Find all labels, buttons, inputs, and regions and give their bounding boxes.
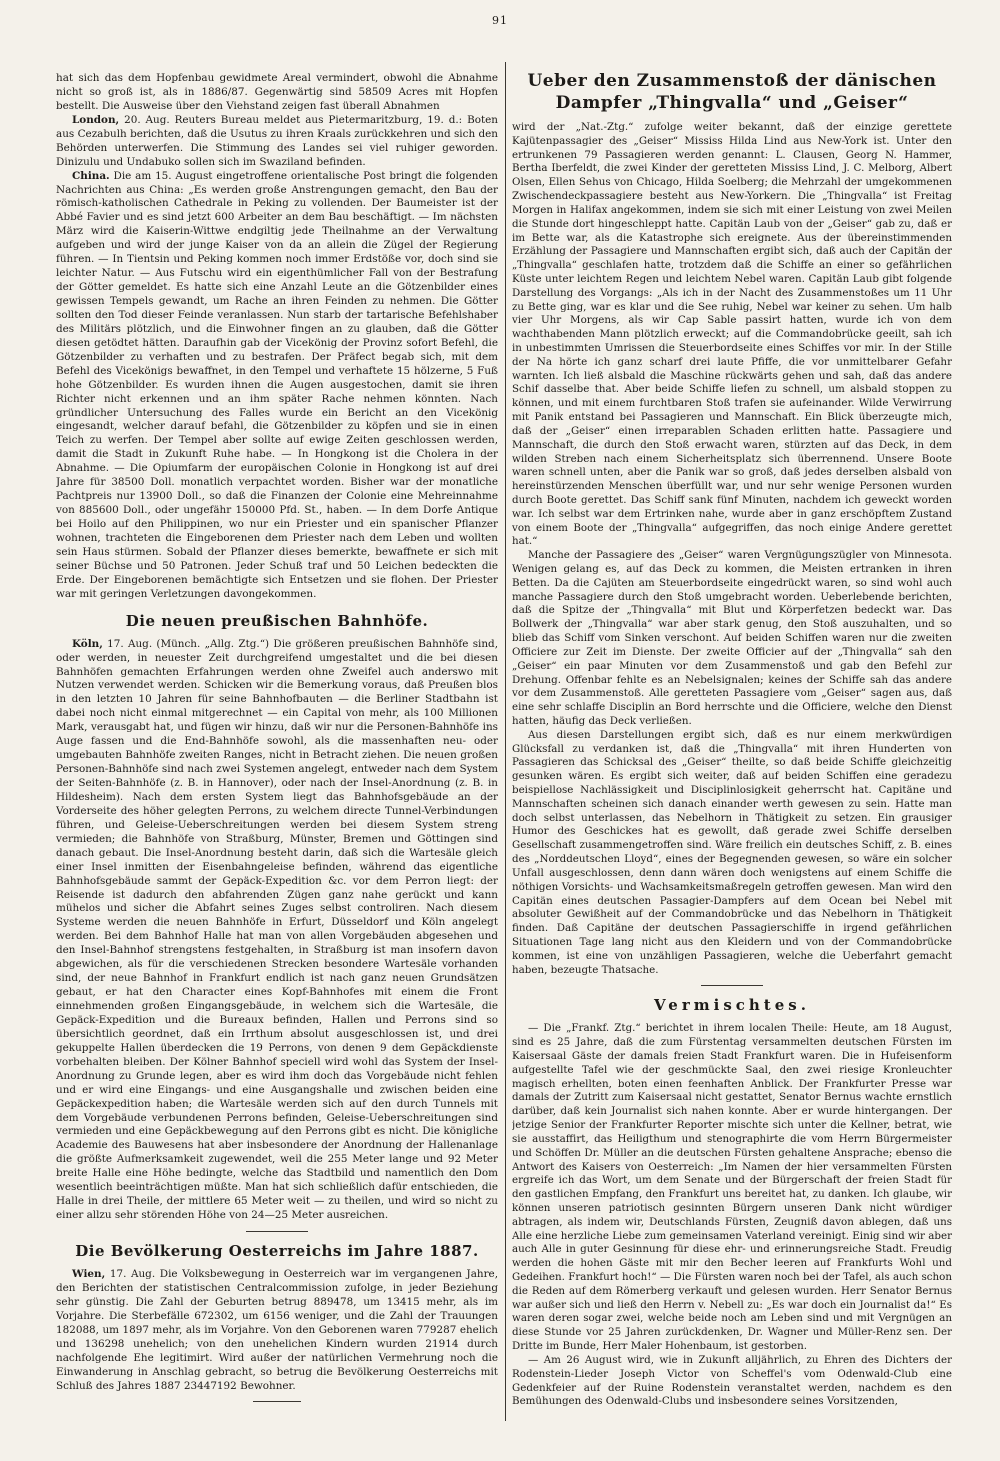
article-paragraph: wird der „Nat.-Ztg.“ zufolge weiter bekannt, daß der einzige gerettete Kajütenpassagier des „Geiser“ Mississ Hilda Lind aus New-York ist. Unter den ertrunkenen 79 Passagieren werden genannt: L. Clausen, Georg N. Hammer, Bertha Iberfeldt, die zwei Kinder der geretteten Mississ Lind, J. C. Melborg, Albert Olsen, Ellen Sehus von Chicago, Hilda Soelberg; die Mehrzahl der umgekommenen Zwischendeckpassagiere besteht aus New-Yorkern. Die „Thingvalla“ ist Freitag Morgen in Halifax angekommen, indem sie sich mit einer Leistung von zwei Meilen die Stunde dort hingeschleppt hatte. Capitän Laub von der „Geiser“ gab zu, daß er im Bette war, als die Katastrophe sich ereignete. Aus der übereinstimmenden Erzählung der Passagiere und Mannschaften ergibt sich, daß auch der Capitän der „Thingvalla“ geschlafen hatte, trotzdem daß die Schiffe an einer so gefährlichen Küste unter leichtem Regen und leichtem Nebel waren. Capitän Laub gibt folgende Darstellung des Vorgangs: „Als ich in der Nacht des Zusammenstoßes um 11 Uhr zu Bette ging, war es klar und die See ruhig, Nebel war keiner zu sehen. Um halb vier Uhr Morgens, als wir Cap Sable passirt hatten, wurde ich von dem wachthabenden Mann plötzlich erweckt; auf die Commandobrücke geeilt, sah ich in unbestimmten Umrissen die Steuerbordseite eines Schiffes vor mir. In der Stille der Na hörte ich ganz scharf drei laute Pfiffe, die vor unmittelbarer Gefahr warnten. Ich ließ alsbald die Maschine rückwärts gehen und sah, daß das andere Schif dasselbe that. Aber beide Schiffe liefen zu schnell, um alsbald stoppen zu können, und mit einem furchtbaren Stoß trafen sie aufeinander. Wilde Verwirrung mit Panik entstand bei Passagieren und Mannschaft. Ein Blick überzeugte mich, daß der „Geiser“ einen irreparablen Schaden erlitten hatte. Passagiere und Mannschaft, die durch den Stoß erwacht waren, stürzten auf das Deck, in dem wilden Streben nach einem Sicherheitsplatz sich überrennend. Unsere Boote waren schnell unten, aber die Panik war so groß, daß jedes derselben alsbald von hereinstürzenden Menschen überfüllt war, und nur sehr wenige Personen wurden durch Boote gerettet. Das Schiff sank fünf Minuten, nachdem ich geweckt worden war. Ich selbst war dem Ertrinken nahe, wurde aber in ganz erschöpftem Zustand von einem Boote der „Thingvalla“ aufgegriffen, das noch einige Andere gerettet hat.“ [512,121,952,548]
left-column [56,72,498,1421]
article-paragraph: Manche der Passagiere des „Geiser“ waren Vergnügungszügler von Minnesota. Wenigen gelang es, auf das Deck zu kommen, die Meisten ertranken in ihren Betten. Da die Cajüten am Steuerbordseite eingedrückt waren, so sind wohl auch manche Passagiere durch den Stoß umgebracht worden. Ueberlebende berichten, daß die Spitze der „Thingvalla“ mit Blut und Körperfetzen bedeckt war. Das Bollwerk der „Thingvalla“ war aber stark genug, den Stoß auszuhalten, und so blieb das Schiff vom Sinken verschont. Auf beiden Schiffen waren nur die zweiten Officiere zur Zeit im Dienste. Der zweite Officier auf der „Thingvalla“ sah den „Geiser“ ein paar Minuten vor dem Zusammenstoß und gab den Befehl zur Drehung. Offenbar fehlte es an Nebelsignalen; keines der Schiffe sah das andere vor dem Zusammenstoß. Alle geretteten Passagiere vom „Geiser“ sagen aus, daß eine sehr schlaffe Disciplin an Bord herrschte und die Officiere, welche den Dienst hatten, häufig das Deck verließen. [512,549,952,727]
article-paragraph [56,1268,498,1393]
article-paragraph: Aus diesen Darstellungen ergibt sich, daß es nur einem merkwürdigen Glücksfall zu verdanken ist, daß die „Thingvalla“ mit ihren Hunderten von Passagieren das Schicksal des „Geiser“ theilte, so daß beide Schiffe gleichzeitig gesunken wären. Es ergibt sich weiter, daß auf beiden Schiffen eine geradezu beispiellose Nachlässigkeit und Disciplinlosigkeit geherrscht hat. Capitäne und Mannschaften scheinen sich danach einander werth gewesen zu sein. Hatte man doch selbst unterlassen, das Nebelhorn in Thätigkeit zu setzen. Ein grausiger Humor des Geschickes hat es gewollt, daß gerade zwei Schiffe derselben Gesellschaft zusammengetroffen sind. Wäre freilich ein deutsches Schiff, z. B. eines des „Norddeutschen Lloyd“, eines der Begegnenden gewesen, so wäre ein solcher Unfall ausgeschlossen, denn dann wären doch wenigstens auf einem Schiffe die nöthigen Vorsichts- und Wachsamkeitsmaßregeln getroffen gewesen. Man wird den Capitän eines deutschen Passagier-Dampfers auf dem Ocean bei Nebel mit absoluter Gewißheit auf der Commandobrücke und das Nebelhorn in Thätigkeit finden. Daß Capitäne der deutschen Passagierschiffe in irgend gefährlichen Situationen Tage lang nicht aus den Kleidern und von der Commandobrücke kommen, ist eine von unzähligen Passagieren, welche die Ueberfahrt gemacht haben, bezeugte Thatsache. [512,728,952,976]
dateline: China. [72,169,110,182]
section-heading: Die neuen preußischen Bahnhöfe. [125,611,429,630]
article-paragraph [56,170,498,602]
section-heading: Die Bevölkerung Oesterreichs im Jahre 1887. [75,1242,479,1260]
article-paragraph [56,638,498,1223]
article-paragraph [56,114,498,170]
column-divider [505,62,506,1421]
section-heading: Vermischtes. [654,996,810,1015]
article-paragraph: hat sich das dem Hopfenbau gewidmete Areal vermindert, obwohl die Abnahme nicht so groß ist, als in 1886/87. Gegenwärtig sind 58509 Acres mit Hopfen bestellt. Die Ausweise über den Viehstand zeigen fast überall Abnahmen [56,72,498,112]
article-paragraph: — Die „Frankf. Ztg.“ berichtet in ihrem localen Theile: Heute, am 18 August, sind es 25 Jahre, daß die zum Fürstentag versammelten deutschen Fürsten im Kaisersaal Gäste der damals freien Stadt Frankfurt waren. Die in Hufeisenform aufgestellte Tafel wie der geschmückte Saal, den zwei riesige Kronleuchter magisch erhellten, boten einen feenhaften Anblick. Der Frankfurter Presse war damals der Zutritt zum Kaisersaal nicht gestattet, Senator Bernus wachte ernstlich darüber, daß kein Journalist sich nahen konnte. Aber er wurde hintergangen. Der jetzige Senior der Frankfurter Reporter mischte sich unter die Kellner, betrat, wie sie ausstaffirt, das Heiligthum und stenographirte die vom Herrn Bürgermeister und Schöffen Dr. Müller an die deutschen Fürsten gehaltene Ansprache; ebenso die Antwort des Kaisers von Oesterreich: „Im Namen der hier versammelten Fürsten ergreife ich das Wort, um dem Senate und der Bürgerschaft der freien Stadt für den gastlichen Empfang, den Frankfurt uns bereitet hat, zu danken. Ich glaube, wir können unseren patriotisch gesinnten Bürgern unseren Dank nicht würdiger abtragen, als indem wir, Deutschlands Fürsten, Zeugniß davon ablegen, daß uns Alle eine herzliche Liebe zum gemeinsamen Vaterland vereinigt. Einig sind wir aber auch Alle in guter Gesinnung für diese ehr- und erinnerungsreiche Stadt. Freudig werden die hohen Gäste mit mir den Becher leeren auf Frankfurts Wohl und Gedeihen. Frankfurt hoch!“ — Die Fürsten waren noch bei der Tafel, als auch schon die Reden auf dem Römerberg verkauft und gelesen wurden. Herr Senator Bernus war außer sich und ließ den Herrn v. Nebell zu: „Es war doch ein Journalist da!“ Es waren deren sogar zwei, welche beide noch am Leben sind und mit Vergnügen an diese Stunde vor 25 Jahren zurückdenken, Dr. Wagner und Müller-Renz sen. Der Dritte im Bunde, Herr Maler Hohenbaum, ist gestorben. [512,1022,952,1353]
separator-rule [246,1231,308,1232]
dateline: Köln, [72,637,103,650]
right-column [512,70,952,1421]
dateline: Wien, [72,1268,106,1280]
article-paragraph: — Am 26 August wird, wie in Zukunft alljährlich, zu Ehren des Dichters der Rodenstein-Lieder Joseph Victor von Scheffel's vom Odenwald-Club eine Gedenkfeier auf der Ruine Rodenstein veranstaltet werden, nachdem es den Bemühungen des Odenwald-Clubs und insbesondere seines Vorsitzenden, [512,1353,952,1408]
paragraph-text: 17. Aug. Die Volksbewegung in Oesterreich war im vergangenen Jahre, den Berichten der statistischen Centralcommission zufolge, in jeder Beziehung sehr günstig. Die Zahl der Geburten betrug 889478, um 13415 mehr, als im Vorjahre. Die Sterbefälle 672302, um 6156 weniger, und die Zahl der Trauungen 182088, um 1897 mehr, als im Vorjahre. Von den Geborenen waren 779287 ehelich und 136298 unehelich; von den unehelichen Kindern wurden 21914 durch nachfolgende Ehe legitimirt. Wird außer der natürlichen Vermehrung noch die Einwanderung in Anschlag gebracht, so betrug die Bevölkerung Oesterreichs mit Schluß des Jahres 1887 23447192 Bewohner. [56,1268,498,1392]
separator-rule [253,1401,301,1402]
dateline: London, [72,113,120,126]
article-headline: Ueber den Zusammenstoß der dänischen Dampfer „Thingvalla“ und „Geiser“ [527,71,937,113]
paragraph-text: 20. Aug. Reuters Bureau meldet aus Pietermaritzburg, 19. d.: Boten aus Cezabulh berichten, daß die Usutus zu ihren Kraals zurückkehren und sich den Behörden unterwerfen. Die Stimmung des Landes sei viel ruhiger geworden. Dinizulu und Undabuko sollen sich im Swaziland befinden. [56,113,498,168]
page-number: 91 [492,14,508,27]
paragraph-text: Die am 15. August eingetroffene orientalische Post bringt die folgenden Nachrichten aus China: „Es werden große Anstrengungen gemacht, den Bau der römisch-katholischen Cathedrale in Peking zu vollenden. Der Baumeister ist der Abbé Favier und es sind jetzt 600 Arbeiter an dem Bau beschäftigt. — Im nächsten März wird die Kaiserin-Wittwe endgiltig jede Theilnahme an der Verwaltung aufgeben und wird der junge Kaiser von da an allein die Zügel der Regierung führen. — In Tientsin und Peking kommen noch immer Erdstöße vor, doch sind sie leichter Natur. — Aus Futschu wird ein eigenthümlicher Fall von der Bestrafung der Götter gemeldet. Es hatte sich eine Anzahl Leute an die Götzenbilder eines gewissen Tempels gewandt, um Rache an ihren Feinden zu nehmen. Die Götter sollten den Tod dieser Feinde veranlassen. Nun starb der tartarische Befehlshaber des Militärs plötzlich, und die Einwohner fingen an zu glauben, daß die Götter diesen getödtet hätten. Daraufhin gab der Vicekönig der Provinz sofort Befehl, die Götzenbilder zu verhaften und zu bestrafen. Der Präfect begab sich, mit dem Befehl des Vicekönigs bewaffnet, in den Tempel und verhaftete 15 hölzerne, 5 Fuß hohe Götzenbilder. Es wurden ihnen die Augen ausgestochen, damit sie ihren Richter nicht erkennen und an ihm später Rache nehmen könnten. Nach gründlicher Untersuchung des Falles wurde ein Bericht an den Vicekönig eingesandt, welcher darauf befahl, die Götzenbilder zu köpfen und sie in einen Teich zu werfen. Der Tempel aber sollte auf ewige Zeiten geschlossen werden, damit die Stadt in Zukunft Ruhe habe. — In Hongkong ist die Cholera in der Abnahme. — Die Opiumfarm der europäischen Colonie in Hongkong ist auf drei Jahre für 38500 Doll. monatlich verpachtet worden. Bisher war der monatliche Pachtpreis nur 13900 Doll., so daß die Finanzen der Colonie eine Mehreinnahme von 885600 Doll., oder ungefähr 150000 Pfd. St., haben. — In dem Dorfe Antique bei Hoilo auf den Philippinen, wo nur ein Priester und ein spanischer Pflanzer wohnen, trachteten die Eingeborenen dem Priester nach dem Leben und wollten sein Haus stürmen. Sobald der Pflanzer dieses bemerkte, bewaffnete er sich mit seiner Büchse und 50 Patronen. Jeder Schuß traf und 50 Leichen bedeckten die Erde. Der Eingeborenen bemächtigte sich Entsetzen und sie flohen. Der Priester war mit geringen Verletzungen davongekommen. [56,169,498,600]
separator-rule [701,985,763,986]
paragraph-text: 17. Aug. (Münch. „Allg. Ztg.“) Die größeren preußischen Bahnhöfe sind, oder werden, in neuester Zeit durchgreifend umgestaltet und die bei diesen Bahnhöfen gemachten Erfahrungen werden ohne Zweifel auch anderswo mit Nutzen verwendet werden. Schicken wir die Bemerkung voraus, daß Preußen blos in den letzten 10 Jahren für seine Bahnhofbauten — die Berliner Stadtbahn ist dabei noch nicht einmal mitgerechnet — ein Capital von mehr, als 100 Millionen Mark, verausgabt hat, und fügen wir hinzu, daß wir nur die Personen-Bahnhöfe ins Auge fassen und die End-Bahnhöfe sowohl, als die massenhaften neu- oder umgebauten Bahnhöfe zweiten Ranges, nicht in Betracht ziehen. Die neuen großen Personen-Bahnhöfe sind nach zwei Systemen angelegt, entweder nach dem System der Seiten-Bahnhöfe (z. B. in Hannover), oder nach der Insel-Anordnung (z. B. in Hildesheim). Nach dem ersten System liegt das Bahnhofsgebäude an der Vorderseite des höher gelegten Perrons, zu welchem directe Tunnel-Verbindungen führen, und Geleise-Ueberschreitungen werden bei diesem System streng vermieden; die Bahnhöfe von Straßburg, Münster, Bremen und Göttingen sind danach gebaut. Die Insel-Anordnung besteht darin, daß sich die Wartesäle gleich einer Insel inmitten der Eisenbahngeleise befinden, während das eigentliche Bahnhofsgebäude sammt der Gepäck-Expedition &c. vor dem Perron liegt: der Reisende ist dadurch den abfahrenden Zügen ganz nahe gerückt und kann mühelos und sicher die Abfahrt seines Zuges selbst controliren. Nach diesem Systeme werden die neuen Bahnhöfe in Erfurt, Düsseldorf und Köln angelegt werden. Bei dem Bahnhof Halle hat man von allen Vorgebäuden abgesehen und den Insel-Bahnhof strengstens festgehalten, in Straßburg ist man insofern davon abgewichen, als für die verschiedenen Strecken besondere Wartesäle vorhanden sind, der neue Bahnhof in Frankfurt endlich ist nach ganz neuen Grundsätzen gebaut, er hat den Character eines Kopf-Bahnhofes mit einem die Front einnehmenden großen Eingangsgebäude, in welchem sich die Wartesäle, die Gepäck-Expedition und die Bureaux befinden, Hallen und Perrons sind so übersichtlich geordnet, daß ein Irrthum absolut ausgeschlossen ist, und drei gekuppelte Hallen überdecken die 19 Perrons, von denen 9 dem Gepäckdienste vorbehalten bleiben. Der Kölner Bahnhof speciell wird wohl das System der Insel-Anordnung zu Grunde legen, aber es wird ihm doch das Vorgebäude nicht fehlen und er wird eine Eingangs- und eine Ausgangshalle und zwischen beiden eine Gepäckexpedition haben; die Wartesäle werden sich auf den durch Tunnels mit dem Vorgebäude verbundenen Perrons befinden, Geleise-Ueberschreitungen sind vermieden und eine Gepäckbewegung auf den Perrons gibt es nicht. Die königliche Academie des Bauwesens hat aber insbesondere der Anordnung der Hallenanlage die größte Aufmerksamkeit zugewendet, weil die 255 Meter lange und 92 Meter breite Halle eine Höhe bedingte, welche das Stadtbild und namentlich den Dom wesentlich beeinträchtigen müßte. Man hat sich schließlich dafür entschieden, die Halle in drei Theile, der mittlere 65 Meter weit — zu theilen, und wird so nicht zu einer allzu sehr störenden Höhe von 24—25 Meter ausreichen. [56,637,498,1222]
